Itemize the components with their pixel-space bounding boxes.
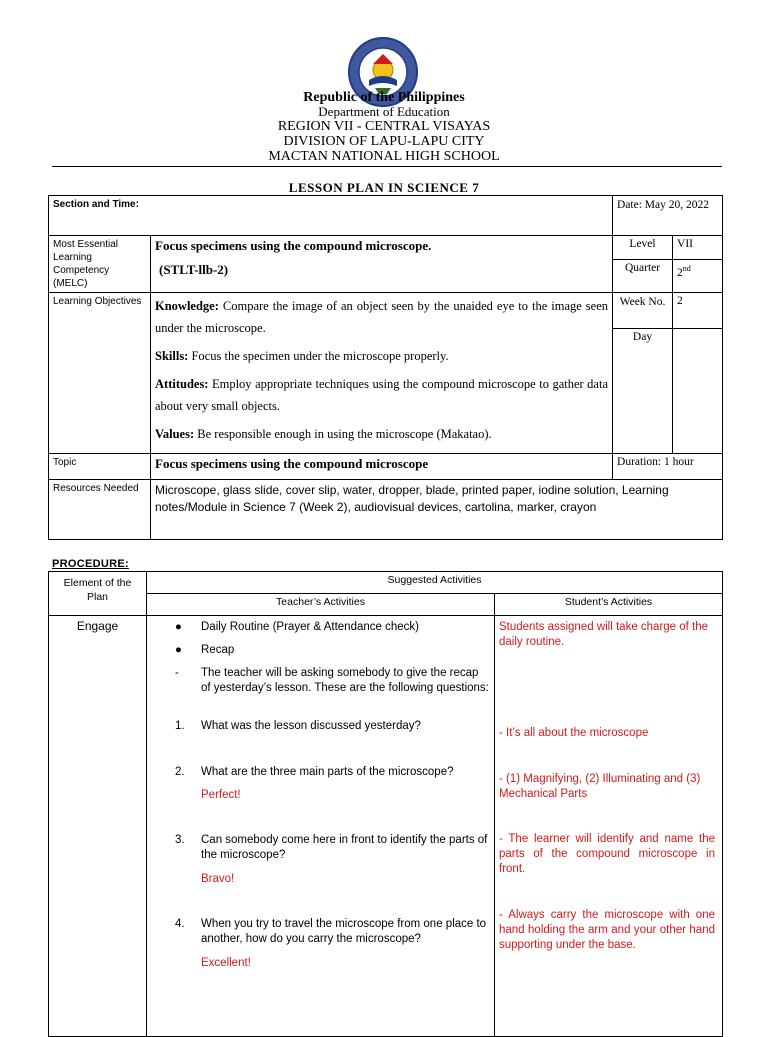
question-text: Can somebody come here in front to identify the parts of the microscope? <box>201 834 488 861</box>
header-department: Department of Education <box>318 104 450 119</box>
student-answer-routine: Students assigned will take charge of the daily routine. <box>499 621 709 648</box>
topic-label: Topic <box>49 454 151 480</box>
day-value <box>673 329 723 454</box>
student-header: Student’s Activities <box>495 594 723 616</box>
values-label: Values: <box>155 427 195 441</box>
quarter-value-cell <box>673 260 723 293</box>
student-answer-2: - (1) Magnifying, (2) Illuminating and (3) Mechanical Parts <box>499 773 701 800</box>
resources-text: Microscope, glass slide, cover slip, water, dropper, blade, printed paper, iodine solution, Learning notes/Module in Science 7 (Week 2), audiovisual devices, cartolina, marker, crayon <box>151 480 723 540</box>
praise-text: Excellent! <box>201 957 251 969</box>
bullet-icon: ● <box>175 621 182 633</box>
header-division: DIVISION OF LAPU-LAPU CITY <box>283 134 485 149</box>
level-label: Level <box>613 236 673 260</box>
header-region: REGION VII - CENTRAL VISAYAS <box>277 119 491 134</box>
objectives-cell <box>151 293 613 454</box>
suggested-header: Suggested Activities <box>147 572 723 594</box>
melc-text: Focus specimens using the compound microscope. <box>155 238 432 253</box>
teacher-routine-text: Daily Routine (Prayer & Attendance check) <box>201 621 419 633</box>
skills-text: Focus the specimen under the microscope properly. <box>188 349 449 363</box>
question-text: What are the three main parts of the microscope? <box>201 766 454 778</box>
student-answer-3: - The learner will identify and name the parts of the compound microscope in front. <box>499 833 715 875</box>
header-divider <box>52 166 722 167</box>
day-label: Day <box>613 329 673 454</box>
praise-text: Perfect! <box>201 789 241 801</box>
week-value: 2 <box>673 293 723 329</box>
duration-label: Duration: 1 hour <box>613 454 723 480</box>
quarter-suffix: nd <box>682 264 691 274</box>
header-school: MACTAN NATIONAL HIGH SCHOOL <box>268 149 500 164</box>
attitudes-label: Attitudes: <box>155 377 209 391</box>
values-objective <box>155 423 608 445</box>
level-value: VII <box>673 236 723 260</box>
skills-objective <box>155 345 608 367</box>
question-text: When you try to travel the microscope from one place to another, how do you carry the microscope? <box>201 918 487 945</box>
topic-text: Focus specimens using the compound microscope <box>151 454 613 480</box>
knowledge-label: Knowledge: <box>155 299 219 313</box>
quarter-label: Quarter <box>613 260 673 293</box>
objectives-label: Learning Objectives <box>49 293 151 454</box>
question-number: 4. <box>175 918 185 930</box>
melc-code: (STLT-llb-2) <box>159 262 229 277</box>
melc-label: Most Essential Learning Competency (MELC) <box>49 236 151 293</box>
teacher-header: Teacher’s Activities <box>147 594 495 616</box>
question-number: 2. <box>175 766 185 778</box>
week-label: Week No. <box>613 293 673 329</box>
teacher-intro-text: The teacher will be asking somebody to give the recap of yesterday’s lesson. These are the following questions: <box>201 667 489 694</box>
lesson-info-table <box>48 195 723 540</box>
element-engage: Engage <box>49 616 147 1037</box>
attitudes-objective <box>155 373 608 417</box>
dash-marker: - <box>175 667 179 679</box>
student-activities-cell <box>495 616 723 1037</box>
student-answer-4: - Always carry the microscope with one hand holding the arm and your other hand supporting under the base. <box>499 909 715 951</box>
question-number: 1. <box>175 720 185 732</box>
quarter-value: 2 <box>677 267 683 280</box>
student-activities <box>495 616 722 1036</box>
header-republic: Republic of the Philippines <box>303 90 465 105</box>
skills-label: Skills: <box>155 349 189 363</box>
resources-label: Resources Needed <box>49 480 151 540</box>
teacher-recap-text: Recap <box>201 644 235 656</box>
student-answer-1: - It’s all about the microscope <box>499 727 649 739</box>
teacher-activities-cell <box>147 616 495 1037</box>
question-number: 3. <box>175 834 185 846</box>
values-text: Be responsible enough in using the microscope (Makatao). <box>194 427 492 441</box>
knowledge-text: Compare the image of an object seen by the unaided eye to the image seen under the microscope. <box>155 299 609 335</box>
praise-text: Bravo! <box>201 873 235 885</box>
attitudes-text: Employ appropriate techniques using the compound microscope to gather data about very small objects. <box>155 377 609 413</box>
element-header: Element of the Plan <box>49 572 147 616</box>
procedure-label: PROCEDURE: <box>52 558 129 570</box>
bullet-icon: ● <box>175 644 182 656</box>
knowledge-objective <box>155 295 608 339</box>
question-text: What was the lesson discussed yesterday? <box>201 720 421 732</box>
section-time-label: Section and Time: <box>49 196 613 236</box>
plan-title: LESSON PLAN IN SCIENCE 7 <box>288 180 480 195</box>
teacher-activities <box>147 616 494 1036</box>
date-label: Date: May 20, 2022 <box>613 196 723 236</box>
melc-cell <box>151 236 613 293</box>
procedure-table <box>48 571 723 1037</box>
